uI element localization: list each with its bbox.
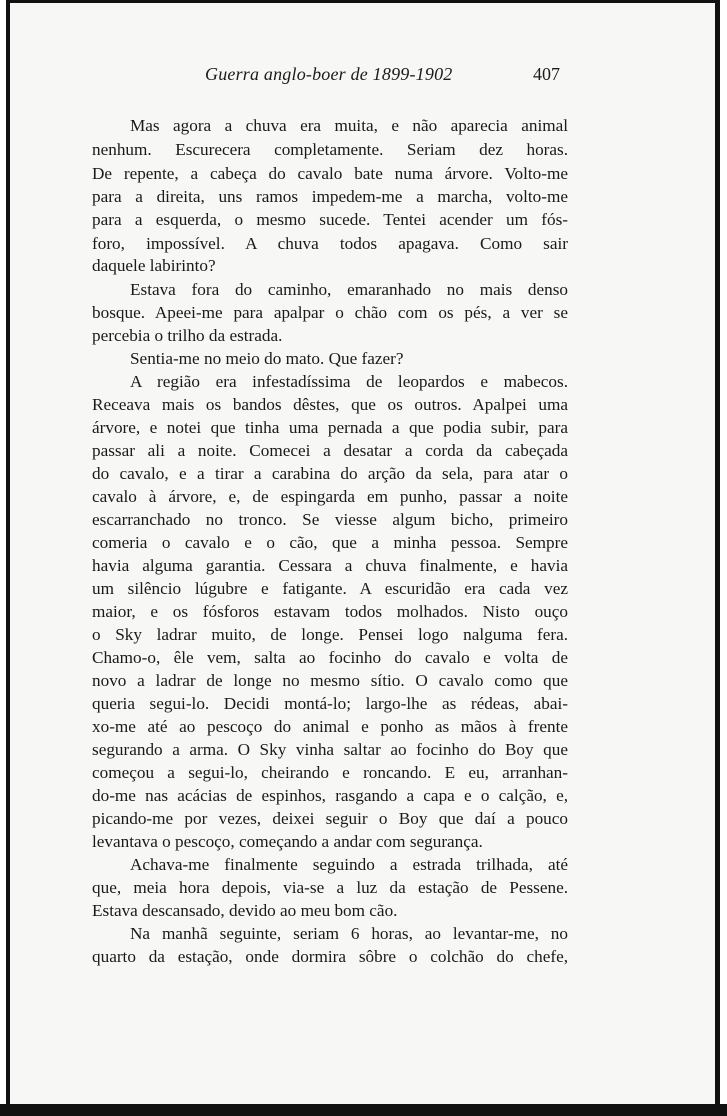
text-line: começou a segui-lo, cheirando e roncando. E eu, arranhan- <box>92 763 568 782</box>
text-line: cavalo à árvore, e, de espingarda em punho, passar a noite <box>92 487 568 506</box>
text-line: A região era infestadíssima de leopardos e mabecos. <box>130 372 568 391</box>
text-line: do cavalo, e a tirar a carabina do arção da sela, para atar o <box>92 464 568 483</box>
text-line: havia alguma garantia. Cessara a chuva finalmente, e havia <box>92 556 568 575</box>
text-line: bosque. Apeei-me para apalpar o chão com os pés, a ver se <box>92 303 568 322</box>
text-line: Estava descansado, devido ao meu bom cão. <box>92 901 398 920</box>
text-line: picando-me por vezes, deixei seguir o Boy que daí a pouco <box>92 809 568 828</box>
text-line: quarto da estação, onde dormira sôbre o colchão do chefe, <box>92 947 568 966</box>
text-line: um silêncio lúgubre e fatigante. A escuridão era cada vez <box>92 579 568 598</box>
text-line: foro, impossível. A chuva todos apagava. Como sair <box>92 234 568 253</box>
text-line: para a direita, uns ramos impedem-me a marcha, volto-me <box>92 187 568 206</box>
text-line: escarranchado no tronco. Se viesse algum bicho, primeiro <box>92 510 568 529</box>
text-line: xo-me até ao pescoço do animal e ponho as mãos à frente <box>92 717 568 736</box>
scan-edge <box>0 1104 727 1116</box>
text-line: nenhum. Escurecera completamente. Seriam dez horas. <box>92 140 568 159</box>
text-line: segurando a arma. O Sky vinha saltar ao focinho do Boy que <box>92 740 568 759</box>
text-line: daquele labirinto? <box>92 256 216 275</box>
text-line: Sentia-me no meio do mato. Que fazer? <box>130 349 404 368</box>
text-line: do-me nas acácias de espinhos, rasgando a capa e o calção, e, <box>92 786 568 805</box>
text-line: maior, e os fósforos estavam todos molhados. Nisto ouço <box>92 602 568 621</box>
text-line: comeria o cavalo e o cão, que a minha pessoa. Sempre <box>92 533 568 552</box>
text-line: Na manhã seguinte, seriam 6 horas, ao levantar-me, no <box>130 924 568 943</box>
running-title: Guerra anglo-boer de 1899-1902 <box>205 64 453 84</box>
text-line: De repente, a cabeça do cavalo bate numa árvore. Volto-me <box>92 164 568 183</box>
text-line: Chamo-o, êle vem, salta ao focinho do cavalo e volta de <box>92 648 568 667</box>
page-number: 407 <box>533 64 560 84</box>
text-line: Receava mais os bandos dêstes, que os outros. Apalpei uma <box>92 395 568 414</box>
text-line: Mas agora a chuva era muita, e não aparecia animal <box>130 116 568 135</box>
text-line: Achava-me finalmente seguindo a estrada trilhada, até <box>130 855 568 874</box>
text-line: levantava o pescoço, começando a andar com segurança. <box>92 832 483 851</box>
text-line: o Sky ladrar muito, de longe. Pensei logo nalguma fera. <box>92 625 568 644</box>
text-line: queria segui-lo. Decidi montá-lo; largo-lhe as rédeas, abai- <box>92 694 568 713</box>
text-line: passar ali a noite. Comecei a desatar a corda da cabeçada <box>92 441 568 460</box>
text-line: Estava fora do caminho, emaranhado no mais denso <box>130 280 568 299</box>
text-line: novo a ladrar de longe no mesmo sítio. O cavalo como que <box>92 671 568 690</box>
text-line: que, meia hora depois, via-se a luz da estação de Pessene. <box>92 878 568 897</box>
text-line: árvore, e notei que tinha uma pernada a que podia subir, para <box>92 418 568 437</box>
running-head <box>0 64 727 88</box>
text-line: para a esquerda, o mesmo sucede. Tentei acender um fós- <box>92 210 568 229</box>
text-line: percebia o trilho da estrada. <box>92 326 283 345</box>
